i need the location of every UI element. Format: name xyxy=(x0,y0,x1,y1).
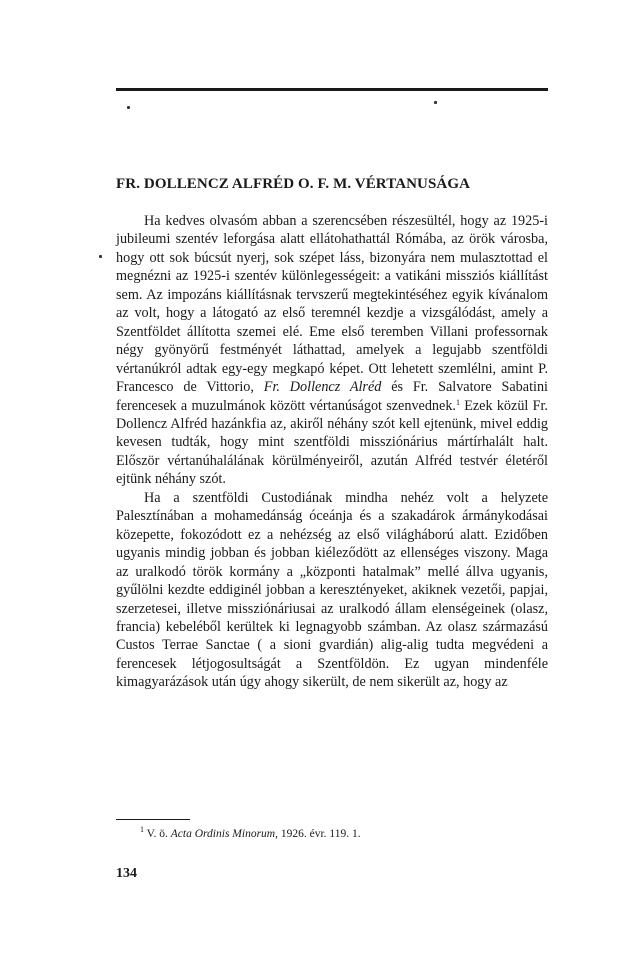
footnote-reference: 1 xyxy=(455,397,460,407)
paragraph xyxy=(116,489,548,692)
paragraph xyxy=(116,212,548,489)
italic-text: Acta Ordinis Minorum, xyxy=(170,828,278,840)
text-run: és Fr. Salvatore Sabatini ferencesek a muzulmánok között vértanúságot szenvednek. xyxy=(116,379,548,414)
page-number: 134 xyxy=(116,866,137,881)
footnote-marker: 1 xyxy=(140,825,144,834)
print-speck xyxy=(127,106,130,109)
text-run: Ezek közül Fr. Dollencz Alfréd hazánkfia az, akiről néhány szót kell ejtenünk, mivel eddig kevesen tudták, hogy mint szentföldi missziónárius mártírhalált halt. Először vértanúhalálának körülményeiről, azután Alfréd testvér életéről ejtünk néhány szót. xyxy=(116,397,548,488)
italic-text: Fr. Dollencz Alréd xyxy=(263,379,382,396)
print-speck xyxy=(99,255,102,258)
footnote xyxy=(140,827,548,842)
print-speck xyxy=(434,101,437,104)
text-run: V. ö. xyxy=(146,828,171,840)
header-rule xyxy=(116,88,548,91)
article-body xyxy=(116,212,548,692)
article-title: FR. DOLLENCZ ALFRÉD O. F. M. VÉRTANUSÁGA xyxy=(116,176,471,192)
footnote-rule xyxy=(116,819,190,820)
text-run: Ha kedves olvasóm abban a szerencsében részesültél, hogy az 1925-i jubileumi szentév leforgása alatt ellátohathattál Rómába, az örök városba, hogy ott sok búcsút nyerj, sok szépet láss, bizonyára nem mulasztottad el megnézni az 1925-i szentév különlegességeit: a vatikáni missziós kiállítást sem. Az impozáns kiállításnak tervszerű megtekintéséhez egyik kívánalom az volt, hogy a látogató az első teremnél kezdje a vizsgálódást, amely a Szentföldet állította szemei elé. Eme első teremben Villani professornak négy gyönyörű festményét láthattad, amelyek a legujabb szentföldi vértanúkról adtak egy-egy megkapó képet. Ott lehetett szemlélni, amint P. Francesco de Vittorio, xyxy=(116,213,548,396)
text-run: 1926. évr. 119. 1. xyxy=(277,828,361,840)
text-run: Ha a szentföldi Custodiának mindha nehéz volt a helyzete Palesztínában a mohamedánság óceánja és a szakadárok ármánykodásai közepette, fokozódott ez a nehézség az első világháború alatt. Ezidőben ugyanis mindig jobban és jobban kiéleződött az ellenséges viszony. Maga az uralkodó török kormány a „központi hatalmak” mellé állva ugyanis, gyűlölni kezdte eddiginél jobban a keresztényeket, akiknek vezetői, papjai, szerzetesei, illetve missziónáriusai az uralkodó állam elenségeinek (olasz, francia) kebeléből kerültek ki legnagyobb számban. Az olasz származású Custos Terrae Sanctae ( a sioni gvardián) alig-alig tudta megvédeni a ferencesek létjogosultságát a Szentföldön. Ez ugyan mindenféle kimagyarázások után úgy ahogy sikerült, de nem sikerült az, hogy az xyxy=(116,489,548,691)
